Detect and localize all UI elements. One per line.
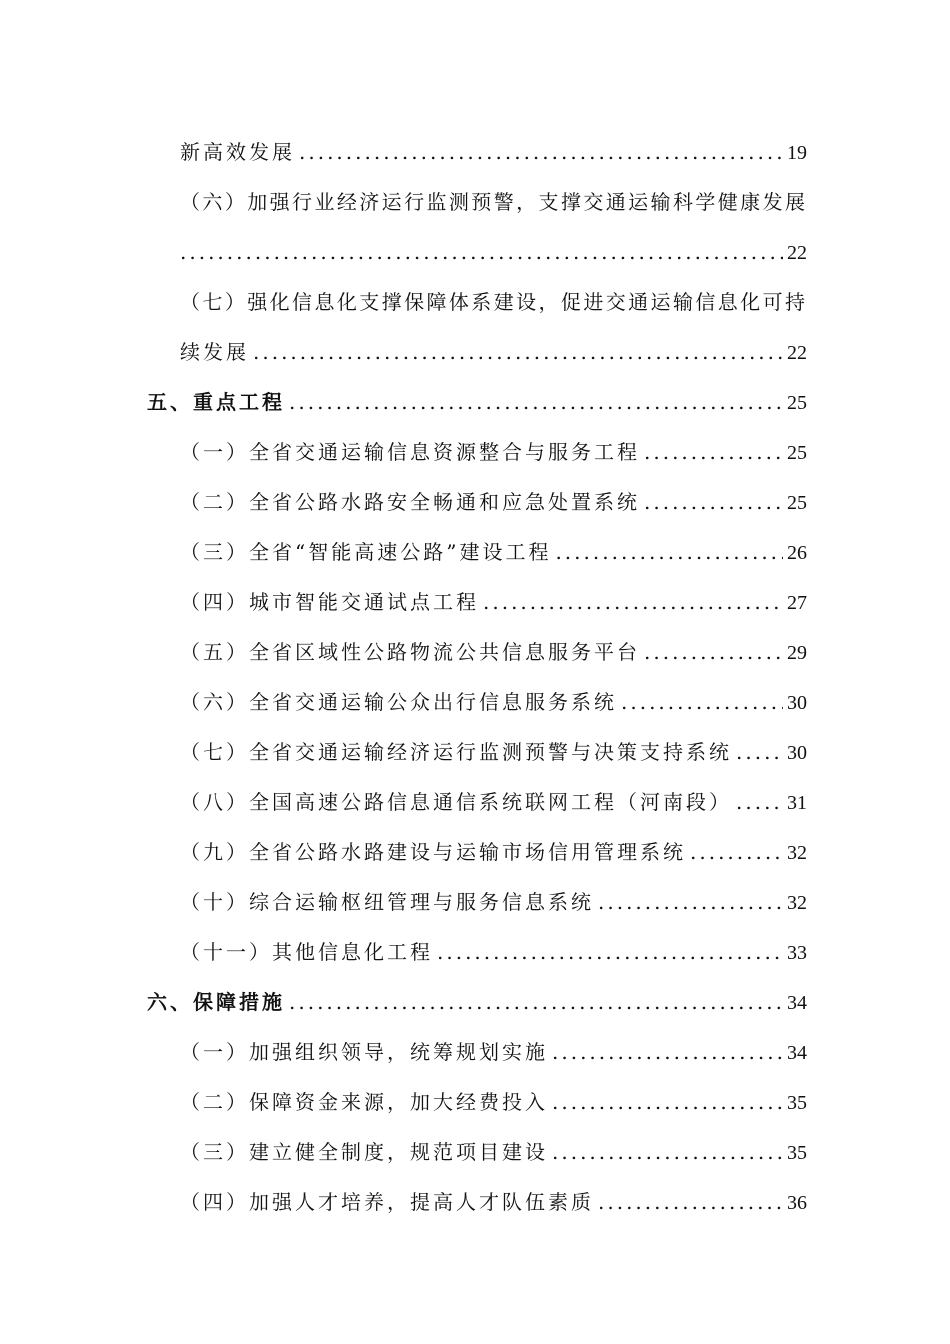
toc-entry[interactable] [180,634,807,670]
toc-entry-text: （十一）其他信息化工程 [180,940,433,964]
toc-entry-text: （七）强化信息化支撑保障体系建设，促进交通运输信息化可持 [180,290,807,314]
dot-leader [598,884,783,920]
toc-page-number: 25 [787,492,807,514]
toc-section-heading[interactable] [147,384,807,420]
toc-entry[interactable] [180,734,807,770]
toc-entry-continuation[interactable] [180,334,807,370]
toc-page-number: 29 [787,642,807,664]
toc-entry[interactable] [180,184,807,220]
toc-entry[interactable] [180,1084,807,1120]
toc-entry-text: （八）全国高速公路信息通信系统联网工程（河南段） [180,790,732,814]
toc-entry[interactable] [180,784,807,820]
toc-entry-text: （一）全省交通运输信息资源整合与服务工程 [180,440,640,464]
toc-entry-continuation[interactable] [180,234,807,270]
toc-page-number: 19 [787,142,807,164]
toc-page-number: 31 [787,792,807,814]
toc-entry-text: （三）全省“智能高速公路”建设工程 [180,540,552,564]
dot-leader [552,1134,783,1170]
toc-entry[interactable] [180,1184,807,1220]
dot-leader [555,534,783,570]
dot-leader [483,584,783,620]
toc-entry[interactable] [180,834,807,870]
dot-leader [299,134,783,170]
toc-entry[interactable] [180,534,807,570]
dot-leader [289,384,783,420]
dot-leader [180,234,783,270]
toc-page-number: 26 [787,542,807,564]
toc-page-number: 36 [787,1192,807,1214]
toc-entry-text: （一）加强组织领导，统筹规划实施 [180,1040,548,1064]
toc-page-number: 32 [787,842,807,864]
toc-page-number: 34 [787,992,807,1014]
toc-entry[interactable] [180,934,807,970]
toc-entry[interactable] [180,1134,807,1170]
dot-leader [644,634,783,670]
toc-entry-text: （三）建立健全制度，规范项目建设 [180,1140,548,1164]
toc-entry-text: （七）全省交通运输经济运行监测预警与决策支持系统 [180,740,732,764]
toc-section-title: 五、重点工程 [147,390,285,414]
toc-section-heading[interactable] [147,984,807,1020]
toc-entry[interactable] [180,684,807,720]
dot-leader [644,484,783,520]
toc-entry[interactable] [180,484,807,520]
toc-entry-text: （六）全省交通运输公众出行信息服务系统 [180,690,617,714]
toc-entry[interactable] [180,1034,807,1070]
toc-entry-text: （五）全省区域性公路物流公共信息服务平台 [180,640,640,664]
toc-page-number: 22 [787,342,807,364]
toc-entry-text: （十）综合运输枢纽管理与服务信息系统 [180,890,594,914]
dot-leader [621,684,783,720]
toc-entry-text: 续发展 [180,340,249,364]
dot-leader [552,1084,783,1120]
dot-leader [690,834,783,870]
toc-page-number: 35 [787,1092,807,1114]
toc-entry[interactable] [180,584,807,620]
toc-page-number: 35 [787,1142,807,1164]
dot-leader [289,984,783,1020]
toc-page-number: 30 [787,742,807,764]
toc-entry-text: （六）加强行业经济运行监测预警，支撑交通运输科学健康发展 [180,190,807,214]
toc-page-number: 25 [787,442,807,464]
toc-entry-text: 新高效发展 [180,140,295,164]
toc-entry[interactable] [180,284,807,320]
dot-leader [253,334,783,370]
toc-page-number: 25 [787,392,807,414]
toc-entry-text: （二）全省公路水路安全畅通和应急处置系统 [180,490,640,514]
toc-page-number: 32 [787,892,807,914]
dot-leader [598,1184,783,1220]
toc-page-number: 22 [787,242,807,264]
dot-leader [736,784,783,820]
toc-page-number: 33 [787,942,807,964]
toc-section-title: 六、保障措施 [147,990,285,1014]
toc-entry[interactable] [180,134,807,170]
toc-page-number: 34 [787,1042,807,1064]
toc-page-number: 27 [787,592,807,614]
toc-page-number: 30 [787,692,807,714]
toc-entry[interactable] [180,434,807,470]
dot-leader [437,934,783,970]
toc-entry-text: （四）城市智能交通试点工程 [180,590,479,614]
toc-entry-text: （二）保障资金来源，加大经费投入 [180,1090,548,1114]
toc-entry-text: （九）全省公路水路建设与运输市场信用管理系统 [180,840,686,864]
dot-leader [644,434,783,470]
dot-leader [552,1034,783,1070]
dot-leader [736,734,783,770]
toc-entry[interactable] [180,884,807,920]
toc-entry-text: （四）加强人才培养，提高人才队伍素质 [180,1190,594,1214]
